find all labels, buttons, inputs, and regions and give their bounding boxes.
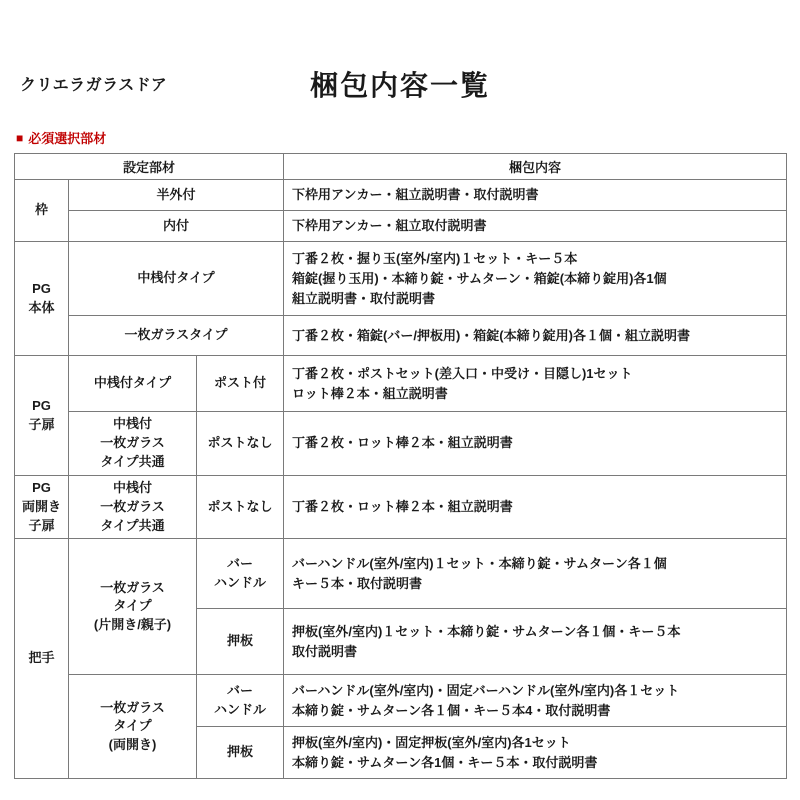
- subtype-cell: バー ハンドル: [197, 675, 284, 727]
- table-row: [15, 675, 787, 727]
- content-cell: 丁番２枚・ポストセット(差入口・中受け・目隠し)1セット ロット棒２本・組立説明書: [284, 356, 787, 412]
- subtype-cell: ポストなし: [197, 475, 284, 539]
- required-parts-label: 必須選択部材: [28, 131, 107, 146]
- content-cell: バーハンドル(室外/室内)・固定バーハンドル(室外/室内)各１セット 本締り錠・サムターン各１個・キー５本4・取付説明書: [284, 675, 787, 727]
- type-cell: 一枚ガラス タイプ (両開き): [69, 675, 197, 779]
- table-row: [15, 316, 787, 356]
- table-row: [15, 180, 787, 211]
- content-cell: 丁番２枚・箱錠(バー/押板用)・箱錠(本締り錠用)各１個・組立説明書: [284, 316, 787, 356]
- table-row: [15, 475, 787, 539]
- subtype-cell: 押板: [197, 609, 284, 675]
- table-row: [15, 412, 787, 476]
- header-parts: 設定部材: [15, 154, 284, 180]
- document-label: クリエラガラスドア: [20, 77, 168, 94]
- content-cell: 下枠用アンカー・組立説明書・取付説明書: [284, 180, 787, 211]
- table-row: [15, 211, 787, 242]
- content-cell: 丁番２枚・ロット棒２本・組立説明書: [284, 412, 787, 476]
- content-cell: 押板(室外/室内)・固定押板(室外/室内)各1セット 本締り錠・サムターン各1個・キー５本・取付説明書: [284, 727, 787, 779]
- type-cell: 一枚ガラス タイプ (片開き/親子): [69, 539, 197, 675]
- content-cell: 下枠用アンカー・組立取付説明書: [284, 211, 787, 242]
- type-cell: 内付: [69, 211, 284, 242]
- header-contents: 梱包内容: [284, 154, 787, 180]
- subtype-cell: ポストなし: [197, 412, 284, 476]
- content-cell: 押板(室外/室内)１セット・本締り錠・サムターン各１個・キー５本 取付説明書: [284, 609, 787, 675]
- subtype-cell: 押板: [197, 727, 284, 779]
- subtype-cell: バー ハンドル: [197, 539, 284, 609]
- category-cell: PG 両開き 子扉: [15, 475, 69, 539]
- content-cell: 丁番２枚・握り玉(室外/室内)１セット・キー５本 箱錠(握り玉用)・本締り錠・サムターン・箱錠(本締り錠用)各1個 組立説明書・取付説明書: [284, 242, 787, 316]
- category-cell: 枠: [15, 180, 69, 242]
- content-cell: 丁番２枚・ロット棒２本・組立説明書: [284, 475, 787, 539]
- content-cell: バーハンドル(室外/室内)１セット・本締り錠・サムターン各１個 キー５本・取付説明書: [284, 539, 787, 609]
- type-cell: 半外付: [69, 180, 284, 211]
- type-cell: 中桟付タイプ: [69, 356, 197, 412]
- packing-contents-table: [14, 153, 787, 779]
- category-cell: PG 本体: [15, 242, 69, 356]
- type-cell: 中桟付タイプ: [69, 242, 284, 316]
- category-cell: 把手: [15, 539, 69, 779]
- subtype-cell: ポスト付: [197, 356, 284, 412]
- page-header: [0, 0, 800, 110]
- category-cell: PG 子扉: [15, 356, 69, 476]
- table-header-row: [15, 154, 787, 180]
- table-row: [15, 356, 787, 412]
- red-square-icon: ■: [16, 130, 24, 145]
- type-cell: 中桟付 一枚ガラス タイプ共通: [69, 475, 197, 539]
- required-parts-note: [16, 128, 800, 147]
- type-cell: 中桟付 一枚ガラス タイプ共通: [69, 412, 197, 476]
- table-row: [15, 539, 787, 609]
- type-cell: 一枚ガラスタイプ: [69, 316, 284, 356]
- page-title: 梱包内容一覧: [309, 70, 490, 101]
- table-row: [15, 242, 787, 316]
